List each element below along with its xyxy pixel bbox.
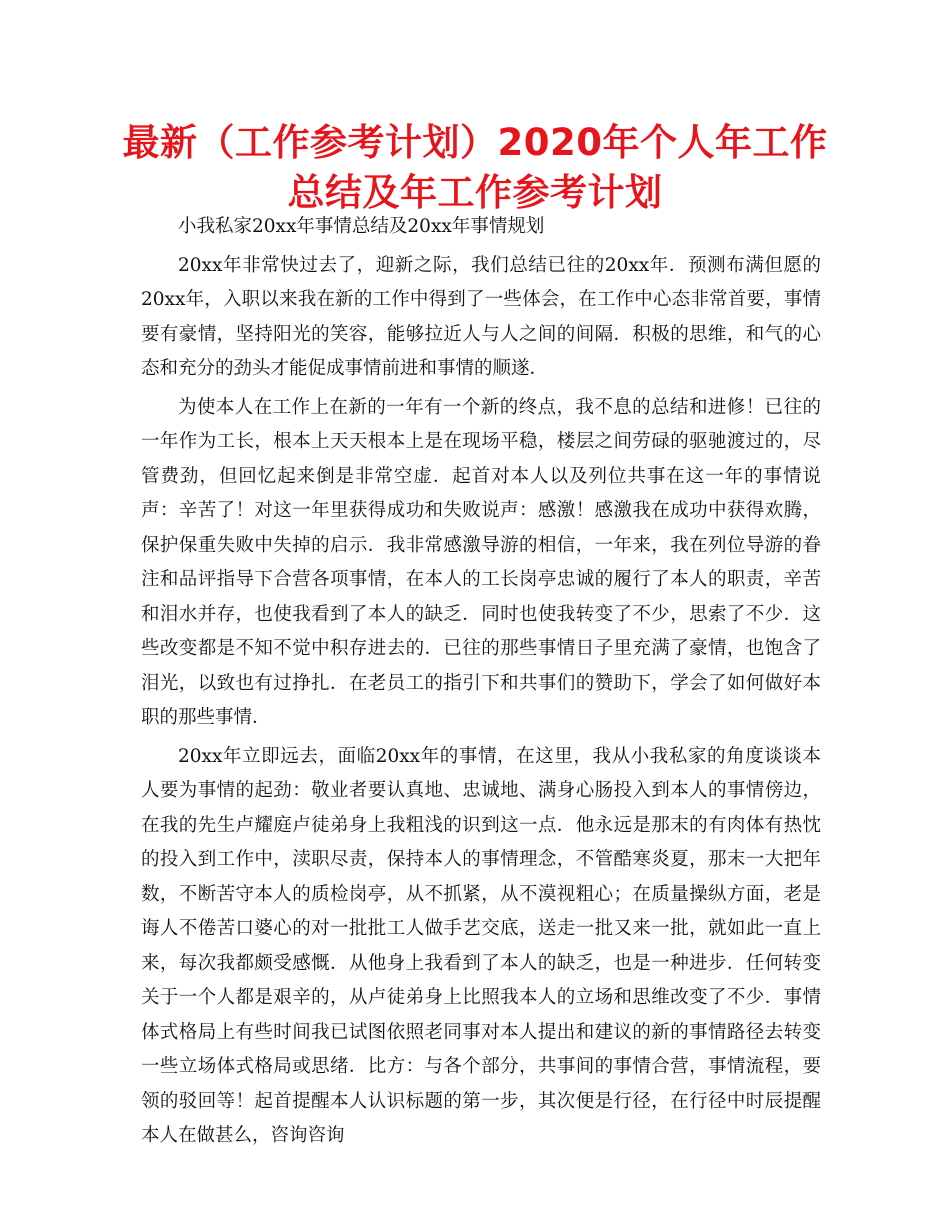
document-title <box>100 118 850 218</box>
title-line-1: 最新（工作参考计划）2020年个人年工作 <box>122 121 828 164</box>
document-body <box>141 210 821 1154</box>
document-subtitle: 小我私家20xx年事情总结及20xx年事情规划 <box>178 216 545 237</box>
paragraph: 20xx年非常快过去了，迎新之际，我们总结已往的20xx年．预测布满但愿的20xx年，入职以来我在新的工作中得到了一些体会，在工作中心态非常首要，事情要有豪情，坚持阳光的笑容，能够拉近人与人之间的间隔．积极的思维，和气的心态和充分的劲头才能促成事情前进和事情的顺遂． <box>141 254 821 379</box>
title-line-2: 总结及年工作参考计划 <box>287 171 663 214</box>
paragraph: 20xx年立即远去，面临20xx年的事情，在这里，我从小我私家的角度谈谈本人要为事情的起劲：敬业者要认真地、忠诚地、满身心肠投入到本人的事情傍边，在我的先生卢耀庭卢徒弟身上我粗浅的识到这一点．他永远是那末的有肉体有热忱的投入到工作中，渎职尽责，保持本人的事情理念，不管酷寒炎夏，那末一大把年数，不断苦守本人的质检岗亭，从不抓紧，从不漠视粗心；在质量操纵方面，老是诲人不倦苦口婆心的对一批批工人做手艺交底，送走一批又来一批，就如此一直上来，每次我都颇受感慨．从他身上我看到了本人的缺乏，也是一种进步．任何转变关于一个人都是艰辛的，从卢徒弟身上比照我本人的立场和思维改变了不少．事情体式格局上有些时间我已试图依照老同事对本人提出和建议的新的事情路径去转变一些立场体式格局或思绪．比方：与各个部分，共事间的事情合营，事情流程，要领的驳回等！起首提醒本人认识标题的第一步，其次便是行径，在行径中时辰提醒本人在做甚么，咨询咨询 <box>141 745 821 1146</box>
paragraph: 为使本人在工作上在新的一年有一个新的终点，我不息的总结和进修！已往的一年作为工长，根本上天天根本上是在现场平稳，楼层之间劳碌的驱驰渡过的，尽管费劲，但回忆起来倒是非常空虚．起首对本人以及列位共事在这一年的事情说声：辛苦了！对这一年里获得成功和失败说声：感激！感激我在成功中获得欢腾，保护保重失败中失掉的启示．我非常感激导游的相信，一年来，我在列位导游的眷注和品评指导下合营各项事情，在本人的工长岗亭忠诚的履行了本人的职责，辛苦和泪水并存，也使我看到了本人的缺乏．同时也使我转变了不少，思索了不少．这些改变都是不知不觉中积存进去的．已往的那些事情日子里充满了豪情，也饱含了泪光，以致也有过挣扎．在老员工的指引下和共事们的赞助下，学会了如何做好本职的那些事情． <box>141 396 821 728</box>
